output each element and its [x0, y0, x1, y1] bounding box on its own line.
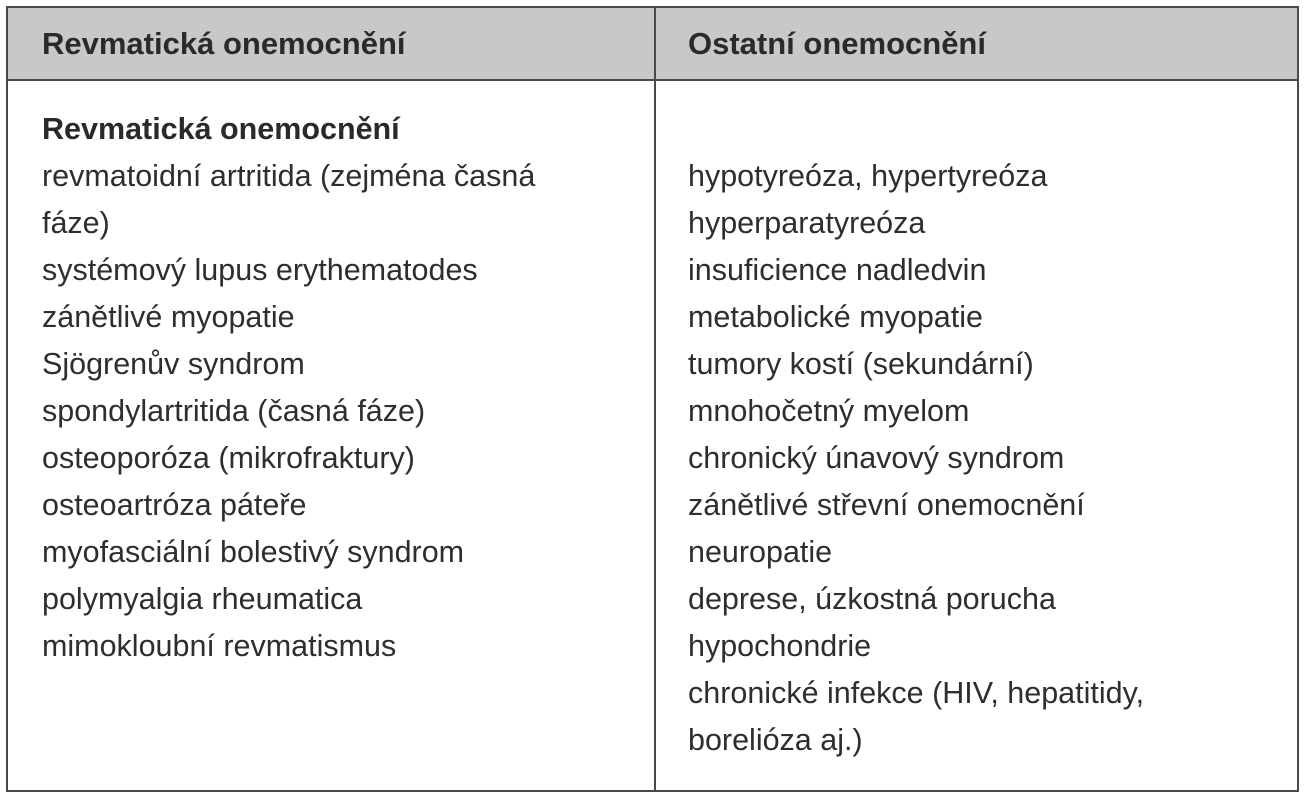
- list-item: hyperparatyreóza: [688, 206, 926, 240]
- list-item: fáze): [42, 206, 110, 240]
- rheumatic-subheading: Revmatická onemocnění: [42, 112, 400, 146]
- list-item: mimokloubní revmatismus: [42, 629, 397, 663]
- list-item: tumory kostí (sekundární): [688, 347, 1034, 381]
- list-item: borelióza aj.): [688, 723, 863, 757]
- list-item: hypochondrie: [688, 629, 872, 663]
- disease-table: [6, 6, 1299, 792]
- column-divider: [654, 8, 656, 790]
- list-item: chronický únavový syndrom: [688, 441, 1065, 475]
- list-item: systémový lupus erythematodes: [42, 253, 478, 287]
- header-other-diseases: Ostatní onemocnění: [688, 26, 986, 61]
- list-item: hypotyreóza, hypertyreóza: [688, 159, 1048, 193]
- list-item: zánětlivé myopatie: [42, 300, 295, 334]
- list-item: neuropatie: [688, 535, 833, 569]
- list-item: deprese, úzkostná porucha: [688, 582, 1056, 616]
- list-item: myofasciální bolestivý syndrom: [42, 535, 465, 569]
- list-item: spondylartritida (časná fáze): [42, 394, 426, 428]
- list-item: zánětlivé střevní onemocnění: [688, 488, 1085, 522]
- list-item: osteoartróza páteře: [42, 488, 307, 522]
- list-item: metabolické myopatie: [688, 300, 983, 334]
- list-item: osteoporóza (mikrofraktury): [42, 441, 415, 475]
- header-rheumatic-diseases: Revmatická onemocnění: [42, 26, 406, 61]
- list-item: chronické infekce (HIV, hepatitidy,: [688, 676, 1145, 710]
- list-item: Sjögrenův syndrom: [42, 347, 305, 381]
- table-header-row: [8, 8, 1297, 81]
- list-item: mnohočetný myelom: [688, 394, 970, 428]
- list-item: polymyalgia rheumatica: [42, 582, 363, 616]
- list-item: insuficience nadledvin: [688, 253, 987, 287]
- other-diseases-cell: [688, 153, 1278, 764]
- list-item: revmatoidní artritida (zejména časná: [42, 159, 536, 193]
- rheumatic-diseases-cell: [42, 106, 647, 670]
